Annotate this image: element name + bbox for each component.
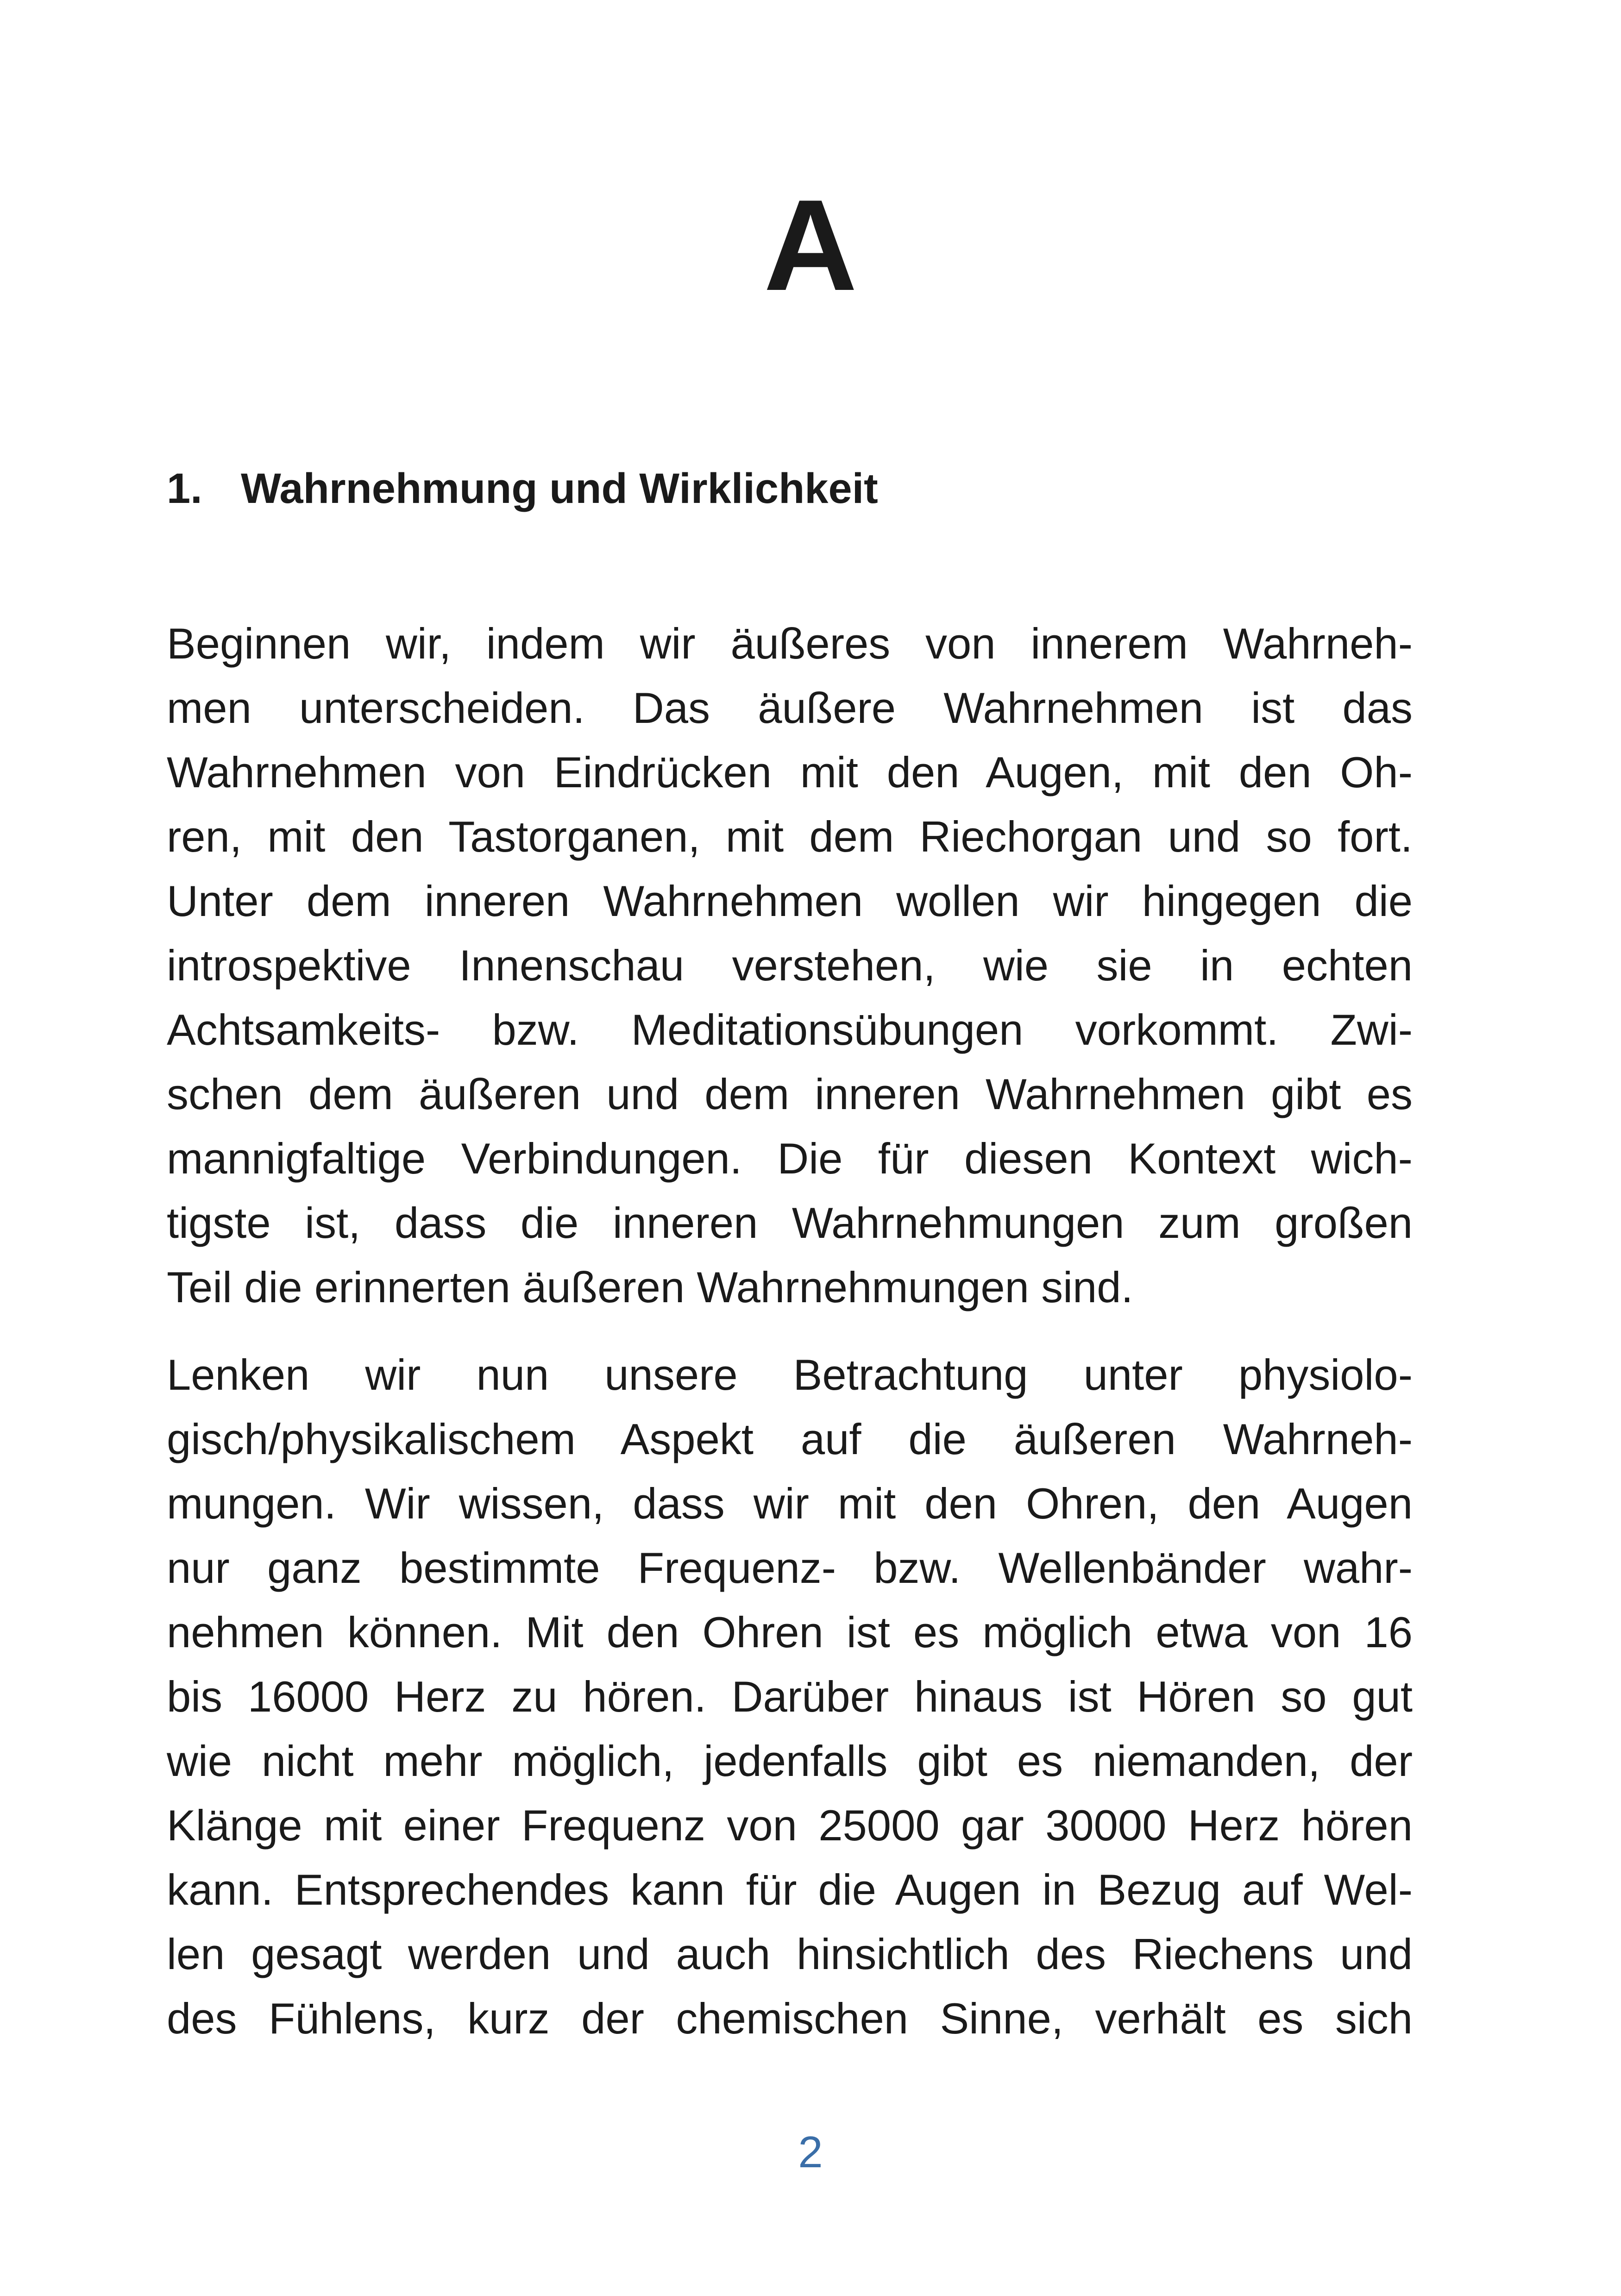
text-line: gisch/physikalischem Aspekt auf die äußeren Wahrneh- <box>167 1415 1413 1463</box>
text-line: mungen. Wir wissen, dass wir mit den Ohren, den Augen <box>167 1479 1413 1528</box>
paragraph-1 <box>167 611 1413 1319</box>
text-line: nehmen können. Mit den Ohren ist es möglich etwa von 16 <box>167 1608 1413 1656</box>
section-heading <box>167 463 1464 514</box>
text-line: schen dem äußeren und dem inneren Wahrnehmen gibt es <box>167 1070 1413 1118</box>
text-line: wie nicht mehr möglich, jedenfalls gibt es niemanden, der <box>167 1737 1413 1785</box>
text-line: Achtsamkeits- bzw. Meditationsübungen vorkommt. Zwi- <box>167 1005 1413 1054</box>
text-line: tigste ist, dass die inneren Wahrnehmungen zum großen <box>167 1198 1413 1247</box>
text-line: Klänge mit einer Frequenz von 25000 gar 30000 Herz hören <box>167 1801 1413 1850</box>
paragraph-2 <box>167 1342 1413 2051</box>
text-line: bis 16000 Herz zu hören. Darüber hinaus ist Hören so gut <box>167 1672 1413 1721</box>
text-line: Unter dem inneren Wahrnehmen wollen wir hingegen die <box>167 877 1413 925</box>
text-line: men unterscheiden. Das äußere Wahrnehmen ist das <box>167 684 1413 732</box>
text-line: Beginnen wir, indem wir äußeres von innerem Wahrneh- <box>167 619 1413 668</box>
text-line: Lenken wir nun unsere Betrachtung unter physiolo- <box>167 1350 1413 1399</box>
text-line: ren, mit den Tastorganen, mit dem Riechorgan und so fort. <box>167 812 1413 861</box>
text-line: Teil die erinnerten äußeren Wahrnehmungen sind. <box>167 1263 1133 1311</box>
chapter-letter: A <box>763 173 858 318</box>
text-line: introspektive Innenschau verstehen, wie sie in echten <box>167 941 1413 990</box>
section-title: Wahrnehmung und Wirklichkeit <box>241 465 878 512</box>
section-number: 1. <box>167 465 202 512</box>
text-line: Wahrnehmen von Eindrücken mit den Augen, mit den Oh- <box>167 748 1413 797</box>
body-text <box>167 611 1413 2074</box>
text-line: len gesagt werden und auch hinsichtlich des Riechens und <box>167 1930 1413 1978</box>
text-line: kann. Entsprechendes kann für die Augen in Bezug auf Wel- <box>167 1865 1413 1914</box>
text-line: mannigfaltige Verbindungen. Die für diesen Kontext wich- <box>167 1134 1413 1183</box>
page-number: 2 <box>798 2127 823 2177</box>
text-line: des Fühlens, kurz der chemischen Sinne, verhält es sich <box>167 1994 1413 2043</box>
text-line: nur ganz bestimmte Frequenz- bzw. Wellenbänder wahr- <box>167 1543 1413 1592</box>
